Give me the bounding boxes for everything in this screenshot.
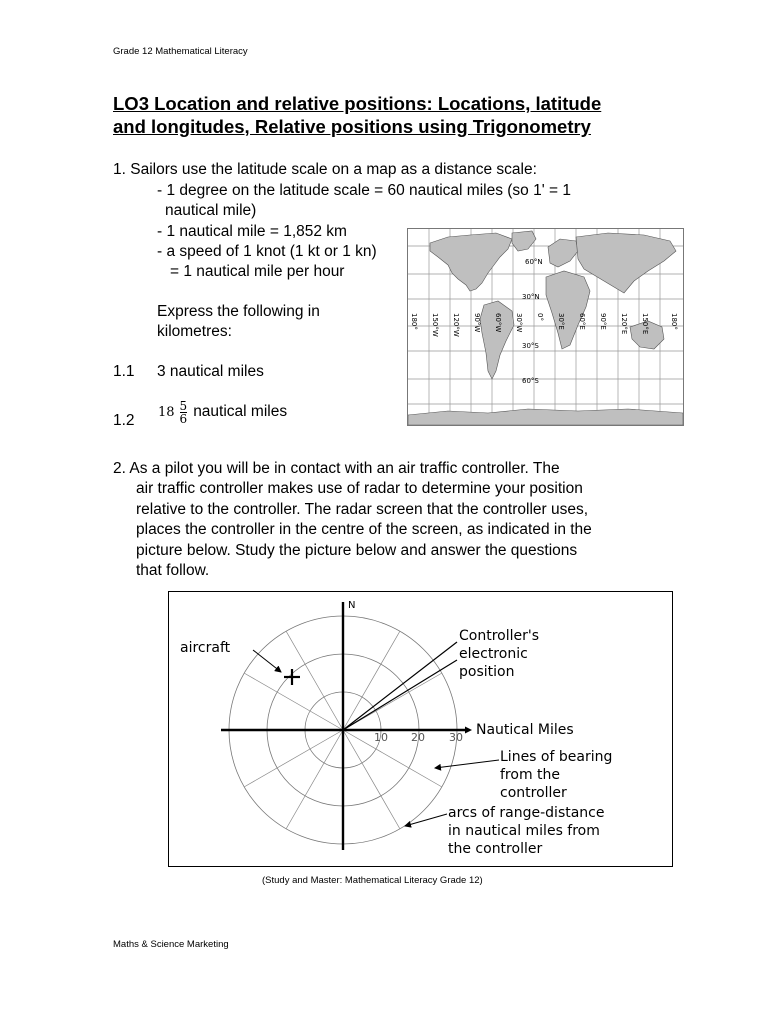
title-line-1: LO3 Location and relative positions: Locations, latitude [113, 93, 602, 114]
world-map [407, 228, 684, 426]
lon-label-150e: 150°E [641, 313, 649, 335]
north-america-shape [430, 233, 512, 291]
lon-label-150w: 150°W [431, 313, 439, 337]
lon-label-60w: 60°W [494, 313, 502, 333]
antarctica-shape [408, 409, 683, 425]
aircraft-label: aircraft [180, 640, 231, 656]
aircraft-arrow [253, 650, 281, 672]
lon-label-180e: 180° [670, 313, 678, 330]
title-line-2: and longitudes, Relative positions using Trigonometry [113, 116, 591, 137]
arc-label-line-1: arcs of range-distance [448, 805, 605, 821]
lat-label-60s: 60°S [522, 377, 539, 385]
figure-caption: (Study and Master: Mathematical Literacy Grade 12) [262, 875, 483, 886]
q1-bullet-1-cont: nautical mile) [165, 202, 257, 219]
page-footer: Maths & Science Marketing [113, 939, 229, 950]
page-title [113, 92, 673, 138]
north-label: N [348, 600, 356, 611]
lon-label-90w: 90°W [473, 313, 481, 333]
q1-2-expression [158, 400, 287, 425]
lon-label-30w: 30°W [515, 313, 523, 333]
tick-10: 10 [374, 731, 388, 744]
aircraft-marker [284, 669, 300, 685]
q1-bullet-1: - 1 degree on the latitude scale = 60 nautical miles (so 1' = 1 [157, 182, 571, 199]
q2-line-5: picture below. Study the picture below and answer the questions [136, 542, 578, 559]
nautical-miles-label: Nautical Miles [476, 722, 574, 738]
tick-30: 30 [449, 731, 463, 744]
lon-label-30e: 30°E [557, 313, 565, 330]
lon-label-120w: 120°W [452, 313, 460, 337]
africa-shape [546, 271, 590, 349]
controller-label-line-2: electronic [459, 646, 528, 662]
arc-label [448, 804, 605, 858]
asia-shape [576, 233, 676, 293]
bearing-label [500, 748, 612, 802]
q2-line-6: that follow. [136, 562, 210, 579]
arc-label-line-3: the controller [448, 841, 543, 857]
q1-bullet-3-cont: = 1 nautical mile per hour [170, 263, 345, 280]
mixed-number-whole: 18 [158, 405, 175, 420]
bearing-label-line-3: controller [500, 785, 567, 801]
q2-line-4: places the controller in the centre of the screen, as indicated in the [136, 521, 592, 538]
arc-arrow [405, 814, 447, 826]
bearing-label-line-2: from the [500, 767, 561, 783]
main-axes [221, 602, 465, 850]
lat-label-30s: 30°S [522, 342, 539, 350]
q1-bullet-2: - 1 nautical mile = 1,852 km [157, 223, 347, 240]
q1-bullet-3: - a speed of 1 knot (1 kt or 1 kn) [157, 243, 377, 260]
q1-express-line-2: kilometres: [157, 323, 232, 340]
lat-label-60n: 60°N [525, 258, 543, 266]
lon-label-120e: 120°E [620, 313, 628, 335]
q2-line-1: 2. As a pilot you will be in contact with an air traffic controller. The [113, 460, 560, 477]
lon-label-180w: 180° [410, 313, 418, 330]
lon-label-60e: 60°E [578, 313, 586, 330]
bearing-label-line-1: Lines of bearing [500, 749, 613, 765]
lat-label-30n: 30°N [522, 293, 540, 301]
q1-2-text: nautical miles [193, 403, 288, 421]
q1-express-line-1: Express the following in [157, 303, 320, 320]
tick-20: 20 [411, 731, 425, 744]
q1-1-number: 1.1 [113, 363, 135, 380]
greenland-shape [512, 231, 536, 251]
controller-lines [343, 642, 457, 730]
fraction [180, 400, 188, 425]
radar-diagram [168, 591, 673, 867]
fraction-numerator: 5 [179, 399, 188, 413]
fraction-denominator: 6 [179, 412, 188, 426]
lon-label-90e: 90°E [599, 313, 607, 330]
bearing-arrow [435, 760, 499, 768]
q1-intro: 1. Sailors use the latitude scale on a map as a distance scale: [113, 161, 537, 178]
controller-label [459, 627, 539, 681]
controller-label-line-1: Controller's [459, 628, 540, 644]
q2-line-3: relative to the controller. The radar screen that the controller uses, [136, 501, 589, 518]
lon-label-0: 0° [536, 313, 544, 321]
controller-label-line-3: position [459, 664, 515, 680]
arc-label-line-2: in nautical miles from [448, 823, 600, 839]
q2-line-2: air traffic controller makes use of radar to determine your position [136, 480, 583, 497]
europe-shape [548, 239, 578, 267]
q1-2-number: 1.2 [113, 412, 135, 429]
q1-1-text: 3 nautical miles [157, 363, 264, 380]
page-header: Grade 12 Mathematical Literacy [113, 46, 248, 57]
